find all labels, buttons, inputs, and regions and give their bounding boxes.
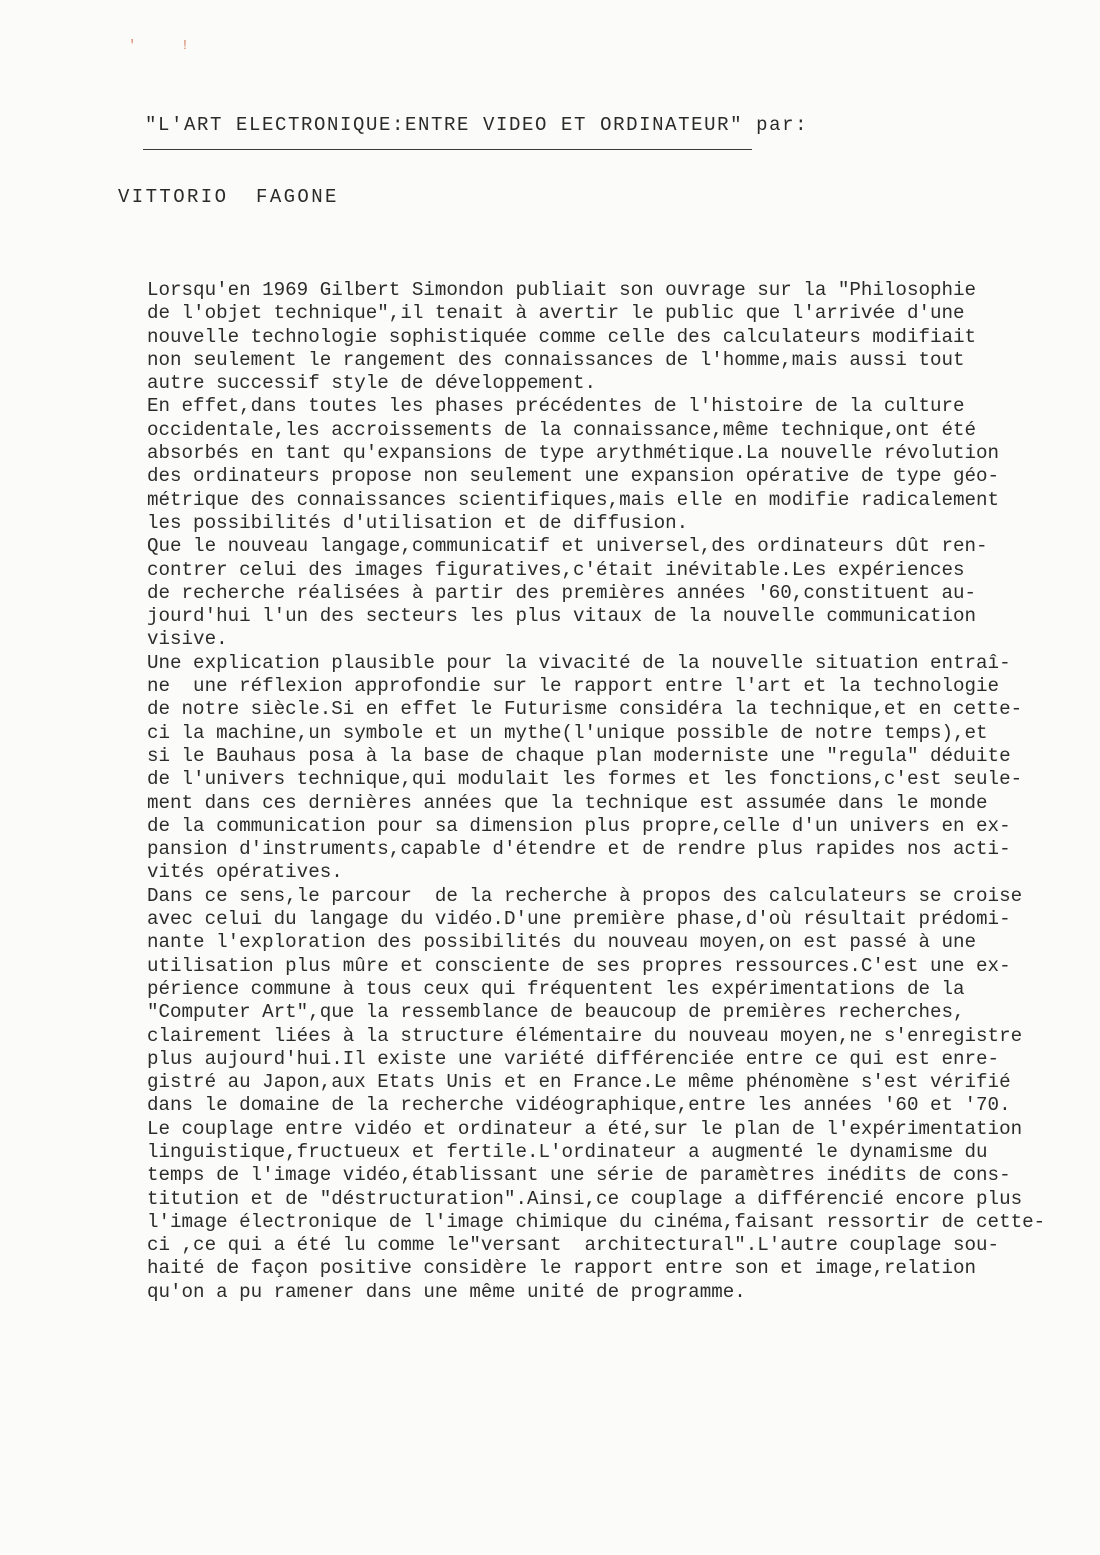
text-line: périence commune à tous ceux qui fréquentent les expérimentations de la: [147, 977, 965, 1000]
corner-pen-mark: ' !: [128, 38, 208, 54]
text-line: ne une réflexion approfondie sur le rapport entre l'art et la technologie: [147, 675, 1000, 698]
author-name: VITTORIO FAGONE: [118, 186, 339, 208]
text-line: Lorsqu'en 1969 Gilbert Simondon publiait son ouvrage sur la "Philosophie: [147, 279, 977, 301]
text-line: ment dans ces dernières années que la technique est assumée dans le monde: [147, 791, 988, 814]
text-line: non seulement le rangement des connaissances de l'homme,mais aussi tout: [147, 348, 965, 371]
text-line: jourd'hui l'un des secteurs les plus vitaux de la nouvelle communication: [147, 605, 977, 628]
text-line: titution et de "déstructuration".Ainsi,ce couplage a différencié encore plus: [147, 1187, 1023, 1210]
text-line: Dans ce sens,le parcour de la recherche à propos des calculateurs se croise: [147, 884, 1023, 907]
text-line: Une explication plausible pour la vivacité de la nouvelle situation entraî-: [147, 651, 1011, 674]
text-line: plus aujourd'hui.Il existe une variété différenciée entre ce qui est enre-: [147, 1047, 1000, 1070]
text-line: contrer celui des images figuratives,c'était inévitable.Les expériences: [147, 558, 965, 581]
text-line: nante l'exploration des possibilités du nouveau moyen,on est passé à une: [147, 931, 977, 954]
text-line: qu'on a pu ramener dans une même unité de programme.: [147, 1280, 746, 1303]
body-text: [147, 279, 1046, 1304]
text-line: utilisation plus mûre et consciente de ses propres ressources.C'est une ex-: [147, 954, 1011, 977]
text-line: visive.: [147, 628, 228, 651]
text-line: dans le domaine de la recherche vidéographique,entre les années '60 et '70.: [147, 1094, 1011, 1117]
text-line: avec celui du langage du vidéo.D'une première phase,d'où résultait prédomi-: [147, 908, 1011, 931]
text-line: ci ,ce qui a été lu comme le"versant architectural".L'autre couplage sou-: [147, 1234, 1000, 1257]
text-line: absorbés en tant qu'expansions de type arythmétique.La nouvelle révolution: [147, 442, 1000, 465]
text-line: vités opératives.: [147, 861, 343, 884]
text-line: haité de façon positive considère le rapport entre son et image,relation: [147, 1257, 977, 1280]
text-line: si le Bauhaus posa à la base de chaque plan moderniste une "regula" déduite: [147, 744, 1011, 767]
text-line: ci la machine,un symbole et un mythe(l'unique possible de notre temps),et: [147, 721, 988, 744]
text-line: occidentale,les accroissements de la connaissance,même technique,ont été: [147, 418, 977, 441]
text-line: temps de l'image vidéo,établissant une série de paramètres inédits de cons-: [147, 1164, 1011, 1187]
text-line: clairement liées à la structure élémentaire du nouveau moyen,ne s'enregistre: [147, 1024, 1023, 1047]
text-line: "Computer Art",que la ressemblance de beaucoup de premières recherches,: [147, 1001, 965, 1024]
text-line: linguistique,fructueux et fertile.L'ordinateur a augmenté le dynamisme du: [147, 1140, 988, 1163]
text-line: Que le nouveau langage,communicatif et universel,des ordinateurs dût ren-: [147, 535, 988, 558]
text-line: les possibilités d'utilisation et de diffusion.: [147, 511, 689, 534]
text-line: autre successif style de développement.: [147, 372, 597, 395]
text-line: de l'objet technique",il tenait à avertir le public que l'arrivée d'une: [147, 302, 965, 325]
text-line: de la communication pour sa dimension plus propre,celle d'un univers en ex-: [147, 814, 1011, 837]
text-line: métrique des connaissances scientifiques,mais elle en modifie radicalement: [147, 488, 1000, 511]
text-line: gistré au Japon,aux Etats Unis et en France.Le même phénomène s'est vérifié: [147, 1071, 1011, 1094]
text-line: de recherche réalisées à partir des premières années '60,constituent au-: [147, 581, 977, 604]
text-line: Le couplage entre vidéo et ordinateur a été,sur le plan de l'expérimentation: [147, 1117, 1023, 1140]
title-underline: [143, 149, 752, 150]
document-title: "L'ART ELECTRONIQUE:ENTRE VIDEO ET ORDINATEUR" par:: [145, 114, 809, 136]
text-line: des ordinateurs propose non seulement une expansion opérative de type géo-: [147, 465, 1000, 488]
text-line: pansion d'instruments,capable d'étendre et de rendre plus rapides nos acti-: [147, 838, 1011, 861]
text-line: de notre siècle.Si en effet le Futurisme considéra la technique,et en cette-: [147, 698, 1023, 721]
text-line: En effet,dans toutes les phases précédentes de l'histoire de la culture: [147, 395, 965, 418]
text-line: nouvelle technologie sophistiquée comme celle des calculateurs modifiait: [147, 325, 977, 348]
text-line: l'image électronique de l'image chimique du cinéma,faisant ressortir de cette-: [147, 1210, 1046, 1233]
text-line: de l'univers technique,qui modulait les formes et les fonctions,c'est seule-: [147, 768, 1023, 791]
